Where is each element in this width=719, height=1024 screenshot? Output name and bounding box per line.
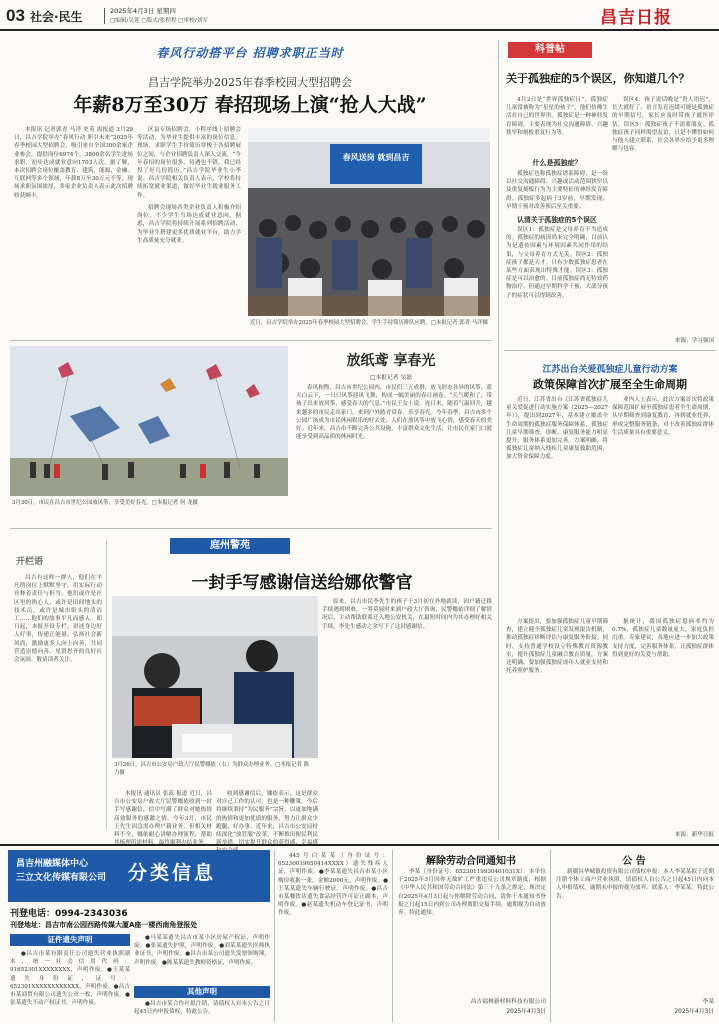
lost-title: 证件遗失声明 [47,935,93,944]
policy-body-col1a: 近日，江苏省出台《江苏省孤独症儿童关爱促进行动实施方案（2025—2027年）》，提出到2027年，基本建立覆盖全生命周期的孤独症服务保障体系，孤独症儿童早期筛查、诊断、康复服务能力明显提升，服务体系更加完善。方案明确，将孤独症儿童纳入残疾儿童康复救助范围，加大资金保障力度。 [506,397,608,461]
job-fair-caption: 近日，昌吉学院举办2025年春季校园大型招聘会，学生手持简历排队应聘。□本报记者 郭青·马洋摄 [250,320,488,326]
feature-body-col1b: 孤独症也称孤独症谱系障碍，是一组以社交沟通障碍、兴趣或活动范围狭窄以及重复刻板行为为主要特征的神经发育障碍。孤独症多起病于3岁前，早期发现、早期干预对改善预后至关重要。 [506,171,608,210]
policy-body-col2a: 业内人士表示，此次方案首次将政策保障范围扩展至孤独症患者全生命周期，从早期筛查到康复教育，再到就业托养，形成完整服务链条，对于改善孤独症群体生活质量具有重要意义。 [612,397,714,436]
feature-body-col1c: 误区1：孤独症是父母养育不当造成的。孤独症的病因尚未完全明确，目前认为是遗传因素与环境因素共同作用的结果，与父母养育方式无关。误区2：孤独症孩子都是天才。只有少数孤独症患者在某些方面表现出特殊才能。误区3：孤独症是可以治愈的。目前孤独症尚无特效药物治疗，但通过早期科学干预，大部分孩子的症状可以得到改善。 [506,227,608,299]
police-caption: 3月26日，昌吉市公安局户政大厅民警娜依（右）为群众办理业务。□本报记者 陈 力摄 [114,762,309,776]
labor-date: 2025年4月3日 [506,1009,546,1015]
feature-sub2: 认清关于孤独症的5个误区 [517,216,597,224]
kites-caption: 3月30日，市民在昌吉市世纪公园放风筝，享受美好春光。□本报记者 何 龙摄 [12,500,198,506]
job-fair-photo [248,128,490,316]
labor-body: 李某（身份证号：65230119930401031X）：本单位于2025年3月因你无故旷工严重违反公司规章制度，根据《中华人民共和国劳动合同法》第三十九条之规定，现决定自2025年4月3日起与你解除劳动合同，请你于本通知书登报之日起15日内到公司办理离职交接手续，逾期视为自动放弃。特此通知。 [398,869,546,917]
photo-banner-text: 春风送岗 就到昌吉 [342,153,410,162]
main-body-col2: 区县专场招聘会、小程序线上招聘会等活动，为毕业生提供丰富的岗位信息。现场，求职学生手持简历穿梭于各招聘展位之间，与企业招聘负责人深入交流。“今年春招的岗位很多，待遇也不错，我已经投了好几份简历。”昌吉学院毕业生小李说。昌吉学院相关负责人表示，学校将持续拓宽就业渠道，做好毕业生就业服务工作。 [137,127,241,199]
editor-credits: □编辑/吴莲 □版式/张程程 □审校/刘军 [110,18,208,24]
main-body-col3: 招聘会现场各类企业负责人积极介绍岗位，不少学生当场达成就业意向。据悉，昌吉学院将持续开展系列招聘活动，为毕业生搭建更多优质就业平台，助力学生高质量充分就业。 [137,205,241,244]
main-kicker: 春风行动搭平台 招聘求职正当时 [156,46,344,60]
feature-source: 来源：学习强国 [674,338,714,344]
feature-tag-text: 科普帖 [535,44,565,55]
feature-headline: 关于孤独症的5个误区，你知道几个？ [506,72,690,85]
feature-sub1: 什么是孤独症？ [532,159,582,167]
column-body: 昌吉有这样一群人，他们在平凡的岗位上默默坚守，用实际行动诠释着责任与担当。他们或许是社区里的热心人，或许是田间地头的技术员，或许是城市街头的清洁工……他们的故事平凡而感人。即日起，本报开设专栏，讲述身边好人好事，传递正能量，弘扬社会新风尚，激励更多人向上向善，共同营造崇德向善、见贤思齐的良好社会氛围。敬请读者关注。 [14,575,102,664]
police-body-col2: 收到感谢信后，娜依表示，这是群众对自己工作的认可，也是一种鞭策。今后将继续秉持“为民服务”宗旨，以更加饱满的热情和更加优质的服务，努力让群众少跑腿、好办事。近年来，昌吉市公安局持续深化“放管服”改革，不断推出便民利民 [216,791,318,839]
labor-title: 解除劳动合同通知书 [426,856,516,867]
police-kicker-text: 庭州警苑 [210,540,250,551]
classified-mid-body: ●马某某遗失昌吉市某小区房屋产权证，声明作废。●张某遗失护照，声明作废。●刘某某遗失医师执业证书，声明作废。●昌吉市某公司遗失发票领购簿，声明作废。●陈某某遗失教师资格证，声明作废。 [134,935,270,966]
police-body-col3: 原来，昌吉市民李先生的孩子于3月初在外地就读，因户籍迁移手续遇到困难，一筹莫展时来到户政大厅咨询，民警娜依详细了解情况后，主动帮助联系迁入地公安机关，在最短时间内为其办理好相关手续。李先生感动之余写下了这封感谢信。 [322,599,492,630]
feature-tag [508,42,592,58]
classified-org: 昌吉州融媒体中心 [16,859,89,869]
classified-title: 分类信息 [128,862,217,884]
kites-headline: 放纸鸢 享春光 [346,353,436,369]
kites-byline: □本报记者 吴磊 [369,375,413,381]
classified-col3: 445号白某某（身份证号：65230019650414XXXX）遗失残疾人证，声明作废。●李某某遗失昌吉市某小区购房收据一张，金额2000元，声明作废。●王某某遗失车辆行驶证，声明作废。●昌吉市某餐饮店遗失食品经营许可证正副本，声明作废。●赵某遗失机动车登记证书，声明作废。 [278,853,388,917]
police-kicker [170,538,290,554]
policy-body-col2b: 据统计，我国孤独症患病率约为0.7%，孤独症儿童数量庞大，家庭负担沉重。专家建议，各地应进一步加大政策支持力度，完善服务体系，让孤独症群体得到更好的关爱与帮助。 [612,619,714,658]
lost-body: ●昌吉市某有限责任公司遗失营业执照副本，统一社会信用代码：91652301XXXXXXXX，声明作废。●王某某遗失身份证，证号：652301XXXXXXXXXXXX，声明作废。●昌吉市某商贸有限公司遗失公章一枚，声明作废。●张某遗失不动产权证书，声明作废。 [10,951,130,1007]
kites-photo [10,346,288,496]
policy-source: 来源：新华日报 [674,832,714,838]
issue-date: 2025年4月3日 星期四 [110,7,176,15]
feature-body-col2: 误区4：孩子说话晚是“贵人语迟”，长大就好了。语言发育迟缓可能是孤独症的早期信号，家长应及时带孩子就医评估。误区5：孤独症孩子不需要朋友。孤独症孩子同样渴望友谊，只是不懂得如何与他人建立联系，社会各界应给予更多理解与包容。 [612,97,714,153]
column-label: 开栏语 [16,557,44,567]
other-title-bar [134,986,270,998]
notice-date: 2025年4月3日 [674,1009,714,1015]
other-title: 其他声明 [187,987,217,996]
lost-title-bar [10,934,130,946]
notice-body: 新疆昌华城镇投资有限公司债权申报：本人李某某拟于近期注销个体工商户营业执照，请债权人自公告之日起45日内向本人申报债权，逾期未申报的视为放弃。联系人：李某某。特此公告。 [556,869,714,900]
police-photo [112,596,318,758]
main-subtitle: 昌吉学院举办2025年春季校园大型招聘会 [148,76,352,89]
other-body: ●昌吉市某合作社拟注销，请债权人自本公告之日起45日内申报债权。特此公告。 [134,1001,270,1016]
page-number: 03 [6,6,25,25]
policy-kicker: 江苏出台关爱孤独症儿童行动方案 [542,365,678,375]
page-header [0,0,719,30]
feature-body-col1a: 4月2日是“世界孤独症日”。孤独症儿童常被称为“星星的孩子”，他们仿佛生活在自己的世界里。孤独症是一种神经发育障碍，主要表现为社交沟通障碍、兴趣狭窄和刻板重复行为等。 [506,97,608,136]
notice-signer: 李某 [702,999,714,1005]
section-name: 社会·民生 [30,10,83,24]
main-headline: 年薪8万至30万 春招现场上演“抢人大战” [73,94,427,116]
policy-body-col1b: 方案提出，要加强孤独症儿童早期筛查，建立健全孤独症儿童发现报告机制，推动孤独症诊断评估与康复服务衔接。同时，支持普通学校设立特殊教育资源教室，提升孤独症儿童融合教育质量。方案还明确，要加强孤独症成年人就业支持和托养照护服务。 [506,619,608,675]
header-divider [104,8,105,24]
classified-banner [8,850,270,902]
classified-org2: 三立文化传媒有限公司 [16,873,107,883]
classified-phone: 刊登电话：0994-2343036 [10,909,128,919]
police-body-col1: 本报讯 通讯员 张蕊 报道 近日，昌吉市公安局户政大厅民警娜依收到一封手写感谢信，信中写满了群众对她热情高效服务的感激之情。今年3月，市民王先生因急需办理户籍业务，但相关材料不全，娜依耐心讲解办理流程，帮助 [114,791,212,839]
policy-headline: 政策保障首次扩展至全生命周期 [533,378,687,391]
main-body-col1: 本报讯 记者郭青 马洋 史英 霞报道 3月29日，昌吉学院举办“春风行动 职引未来”2025年春季校园大型招聘会，吸引来自全国300余家企业参会，提供岗位6974个，3800余名学生进场求职，初步达成就业意向1703人次。据了解，本次招聘会岗位覆盖教育、建筑、能源、金融、互联网等多个领域，年薪8万至30万元不等，现场求职氛围浓厚，多家企业负责人表示此次招聘收获颇丰。 [14,127,133,199]
police-headline: 一封手写感谢信送给娜依警官 [191,573,413,593]
classified-address: 刊登地址：昌吉市南公园西路传媒大厦A座一楼西南角登报处 [10,921,198,929]
kites-body: 春风和煦，昌吉市世纪公园内，市民们三五成群，放飞形态各异的风筝。蓝天白云下，一只只风筝迎风飞舞，构成一幅美丽的春日画卷。“天气暖和了，带孩子出来放风筝，感受春天的气息。”市民王女士说。连日来，随着气温回升，越来越多的市民走出家门，来到户外踏青赏春，乐享春光。今年春季，昌吉市多个公园广场成为市民休闲娱乐的好去处，人们在放风筝中放飞心情，感受春天的美好。近年来，昌吉市不断完善公共设施，丰富群众文化生活，让市民在家门口就能享受到高品质的休闲时光。 [296,385,492,441]
newspaper-logo: 昌吉日报 [600,8,672,28]
notice-title: 公 告 [622,856,646,867]
labor-signer: 昌吉福林新材料科技有限公司 [470,999,546,1005]
